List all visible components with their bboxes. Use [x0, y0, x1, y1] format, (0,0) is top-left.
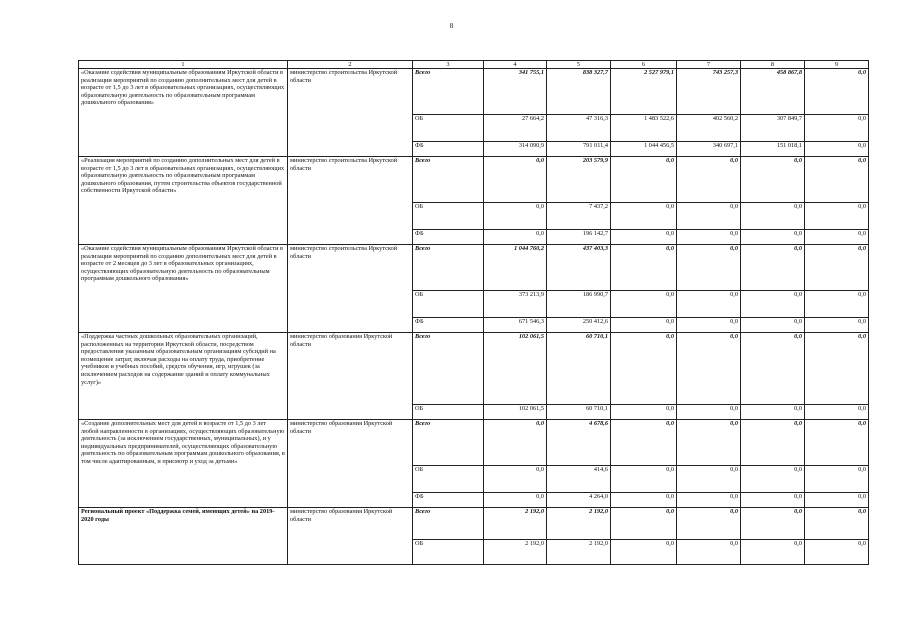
amount-cell: 0,0	[677, 230, 741, 245]
amount-cell: 102 061,5	[484, 405, 547, 420]
funding-source: ФБ	[413, 318, 484, 333]
amount-cell: 0,0	[611, 333, 677, 405]
amount-cell: 102 061,5	[484, 333, 547, 405]
header-cell: 5	[547, 61, 611, 69]
amount-cell: 314 090,9	[484, 142, 547, 157]
amount-cell: 0,0	[805, 318, 869, 333]
amount-cell: 838 327,7	[547, 69, 611, 115]
amount-cell: 0,0	[805, 333, 869, 405]
header-cell: 7	[677, 61, 741, 69]
header-cell: 9	[805, 61, 869, 69]
measure-name: Региональный проект «Поддержка семей, имеющих детей» на 2019-2020 годы	[79, 508, 288, 565]
table-row	[79, 157, 869, 203]
amount-cell: 0,0	[677, 466, 741, 493]
measure-name: «Поддержка частных дошкольных образовательных организаций, расположенных на территории Иркутской области, посредством предоставления указанным образовательным организациям субсидий на возмещение затрат, включая расходы на оплату труда, приобретение учебников и учебных пособий, средств обучения, игр, игрушек (за исключением расходов на содержание зданий и оплату коммунальных услуг)»	[79, 333, 288, 420]
amount-cell: 1 483 522,6	[611, 115, 677, 142]
amount-cell: 0,0	[805, 540, 869, 565]
amount-cell: 1 044 456,5	[611, 142, 677, 157]
responsible-ministry: министерство образования Иркутской области	[288, 508, 413, 565]
amount-cell: 0,0	[677, 420, 741, 466]
amount-cell: 0,0	[741, 420, 805, 466]
amount-cell: 0,0	[805, 203, 869, 230]
amount-cell: 0,0	[741, 230, 805, 245]
header-cell: 8	[741, 61, 805, 69]
measure-name: «Оказание содействия муниципальным образованиям Иркутской области в реализации мероприятий по созданию дополнительных мест для детей в возрасте от 2 месяцев до 3 лет в образовательных организациях, осуществляющих образовательную деятельность по образовательным программам дошкольного образования»	[79, 245, 288, 333]
amount-cell: 0,0	[677, 493, 741, 508]
amount-cell: 2 192,0	[484, 508, 547, 540]
header-cell: 1	[79, 61, 288, 69]
amount-cell: 196 142,7	[547, 230, 611, 245]
amount-cell: 0,0	[484, 203, 547, 230]
responsible-ministry: министерство строительства Иркутской области	[288, 69, 413, 157]
amount-cell: 0,0	[484, 466, 547, 493]
amount-cell: 0,0	[805, 493, 869, 508]
amount-cell: 0,0	[611, 245, 677, 291]
amount-cell: 0,0	[611, 230, 677, 245]
amount-cell: 2 192,0	[547, 508, 611, 540]
amount-cell: 47 316,3	[547, 115, 611, 142]
amount-cell: 4 678,6	[547, 420, 611, 466]
table-row	[79, 333, 869, 405]
amount-cell: 0,0	[741, 466, 805, 493]
amount-cell: 0,0	[677, 245, 741, 291]
amount-cell: 2 192,0	[484, 540, 547, 565]
amount-cell: 0,0	[805, 142, 869, 157]
funding-source: ФБ	[413, 142, 484, 157]
amount-cell: 4 264,0	[547, 493, 611, 508]
amount-cell: 0,0	[611, 420, 677, 466]
funding-source: Всего	[413, 157, 484, 203]
amount-cell: 0,0	[677, 540, 741, 565]
responsible-ministry: министерство строительства Иркутской области	[288, 245, 413, 333]
funding-source: ФБ	[413, 493, 484, 508]
amount-cell: 458 867,8	[741, 69, 805, 115]
amount-cell: 0,0	[611, 508, 677, 540]
amount-cell: 0,0	[805, 508, 869, 540]
amount-cell: 0,0	[805, 69, 869, 115]
measure-name: «Оказание содействия муниципальным образованиям Иркутской области в реализации мероприятий по созданию дополнительных мест для детей в возрасте от 1,5 до 3 лет в образовательных организациях, осуществляющих образовательную деятельность по образовательным программам дошкольного образования»	[79, 69, 288, 157]
measure-name: «Создание дополнительных мест для детей в возрасте от 1,5 до 3 лет любой направленности в организациях, осуществляющих образовательную деятельность (за исключением государственных, муниципальных), и у индивидуальных предпринимателей, осуществляющих образовательную деятельность по образовательным программам дошкольного образования, в том числе адаптированным, и присмотр и уход за детьми»	[79, 420, 288, 508]
funding-source: ОБ	[413, 405, 484, 420]
amount-cell: 151 018,1	[741, 142, 805, 157]
funding-source: Всего	[413, 420, 484, 466]
amount-cell: 0,0	[677, 203, 741, 230]
amount-cell: 0,0	[484, 230, 547, 245]
table-row	[79, 69, 869, 115]
responsible-ministry: министерство образования Иркутской области	[288, 333, 413, 420]
amount-cell: 414,6	[547, 466, 611, 493]
amount-cell: 0,0	[677, 405, 741, 420]
amount-cell: 0,0	[611, 405, 677, 420]
responsible-ministry: министерство строительства Иркутской области	[288, 157, 413, 245]
header-cell: 3	[413, 61, 484, 69]
funding-source: Всего	[413, 69, 484, 115]
amount-cell: 0,0	[805, 291, 869, 318]
amount-cell: 0,0	[741, 203, 805, 230]
amount-cell: 0,0	[677, 318, 741, 333]
amount-cell: 373 213,9	[484, 291, 547, 318]
amount-cell: 0,0	[741, 318, 805, 333]
amount-cell: 402 560,2	[677, 115, 741, 142]
funding-source: ОБ	[413, 540, 484, 565]
funding-source: ОБ	[413, 115, 484, 142]
amount-cell: 0,0	[741, 540, 805, 565]
amount-cell: 0,0	[741, 333, 805, 405]
measure-name: «Реализация мероприятий по созданию дополнительных мест для детей в возрасте от 1,5 до 3 лет в образовательных организациях, осуществляющих образовательную деятельность по образовательным программам дошкольного образования, путем строительства объектов государственной собственности Иркутской области»	[79, 157, 288, 245]
amount-cell: 0,0	[741, 508, 805, 540]
amount-cell: 60 710,1	[547, 333, 611, 405]
amount-cell: 0,0	[611, 540, 677, 565]
responsible-ministry: министерство образования Иркутской области	[288, 420, 413, 508]
amount-cell: 0,0	[611, 157, 677, 203]
amount-cell: 791 011,4	[547, 142, 611, 157]
amount-cell: 0,0	[805, 245, 869, 291]
header-row	[79, 61, 869, 69]
amount-cell: 186 990,7	[547, 291, 611, 318]
header-cell: 4	[484, 61, 547, 69]
amount-cell: 0,0	[805, 405, 869, 420]
funding-source: ОБ	[413, 203, 484, 230]
table-row	[79, 508, 869, 540]
amount-cell: 671 546,3	[484, 318, 547, 333]
amount-cell: 0,0	[611, 493, 677, 508]
amount-cell: 0,0	[805, 157, 869, 203]
amount-cell: 0,0	[741, 157, 805, 203]
amount-cell: 60 710,1	[547, 405, 611, 420]
amount-cell: 0,0	[611, 291, 677, 318]
header-cell: 6	[611, 61, 677, 69]
table-row	[79, 245, 869, 291]
amount-cell: 27 664,2	[484, 115, 547, 142]
funding-source: Всего	[413, 333, 484, 405]
amount-cell: 0,0	[484, 157, 547, 203]
budget-table	[78, 60, 869, 565]
amount-cell: 0,0	[805, 420, 869, 466]
amount-cell: 0,0	[484, 420, 547, 466]
amount-cell: 341 755,1	[484, 69, 547, 115]
amount-cell: 0,0	[677, 333, 741, 405]
amount-cell: 1 044 760,2	[484, 245, 547, 291]
amount-cell: 2 192,0	[547, 540, 611, 565]
amount-cell: 0,0	[741, 405, 805, 420]
amount-cell: 0,0	[805, 115, 869, 142]
amount-cell: 2 527 979,1	[611, 69, 677, 115]
amount-cell: 7 437,2	[547, 203, 611, 230]
amount-cell: 250 412,6	[547, 318, 611, 333]
page-number: 8	[449, 22, 454, 30]
funding-source: ФБ	[413, 230, 484, 245]
funding-source: Всего	[413, 245, 484, 291]
funding-source: Всего	[413, 508, 484, 540]
amount-cell: 0,0	[677, 157, 741, 203]
funding-source: ОБ	[413, 466, 484, 493]
amount-cell: 743 257,3	[677, 69, 741, 115]
amount-cell: 0,0	[677, 508, 741, 540]
amount-cell: 0,0	[677, 291, 741, 318]
funding-source: ОБ	[413, 291, 484, 318]
amount-cell: 203 579,9	[547, 157, 611, 203]
amount-cell: 0,0	[611, 318, 677, 333]
amount-cell: 0,0	[805, 230, 869, 245]
amount-cell: 0,0	[741, 291, 805, 318]
amount-cell: 0,0	[741, 245, 805, 291]
amount-cell: 437 403,3	[547, 245, 611, 291]
amount-cell: 0,0	[805, 466, 869, 493]
header-cell: 2	[288, 61, 413, 69]
amount-cell: 0,0	[611, 466, 677, 493]
amount-cell: 307 849,7	[741, 115, 805, 142]
amount-cell: 0,0	[741, 493, 805, 508]
amount-cell: 0,0	[484, 493, 547, 508]
table-row	[79, 420, 869, 466]
amount-cell: 0,0	[611, 203, 677, 230]
amount-cell: 340 697,1	[677, 142, 741, 157]
